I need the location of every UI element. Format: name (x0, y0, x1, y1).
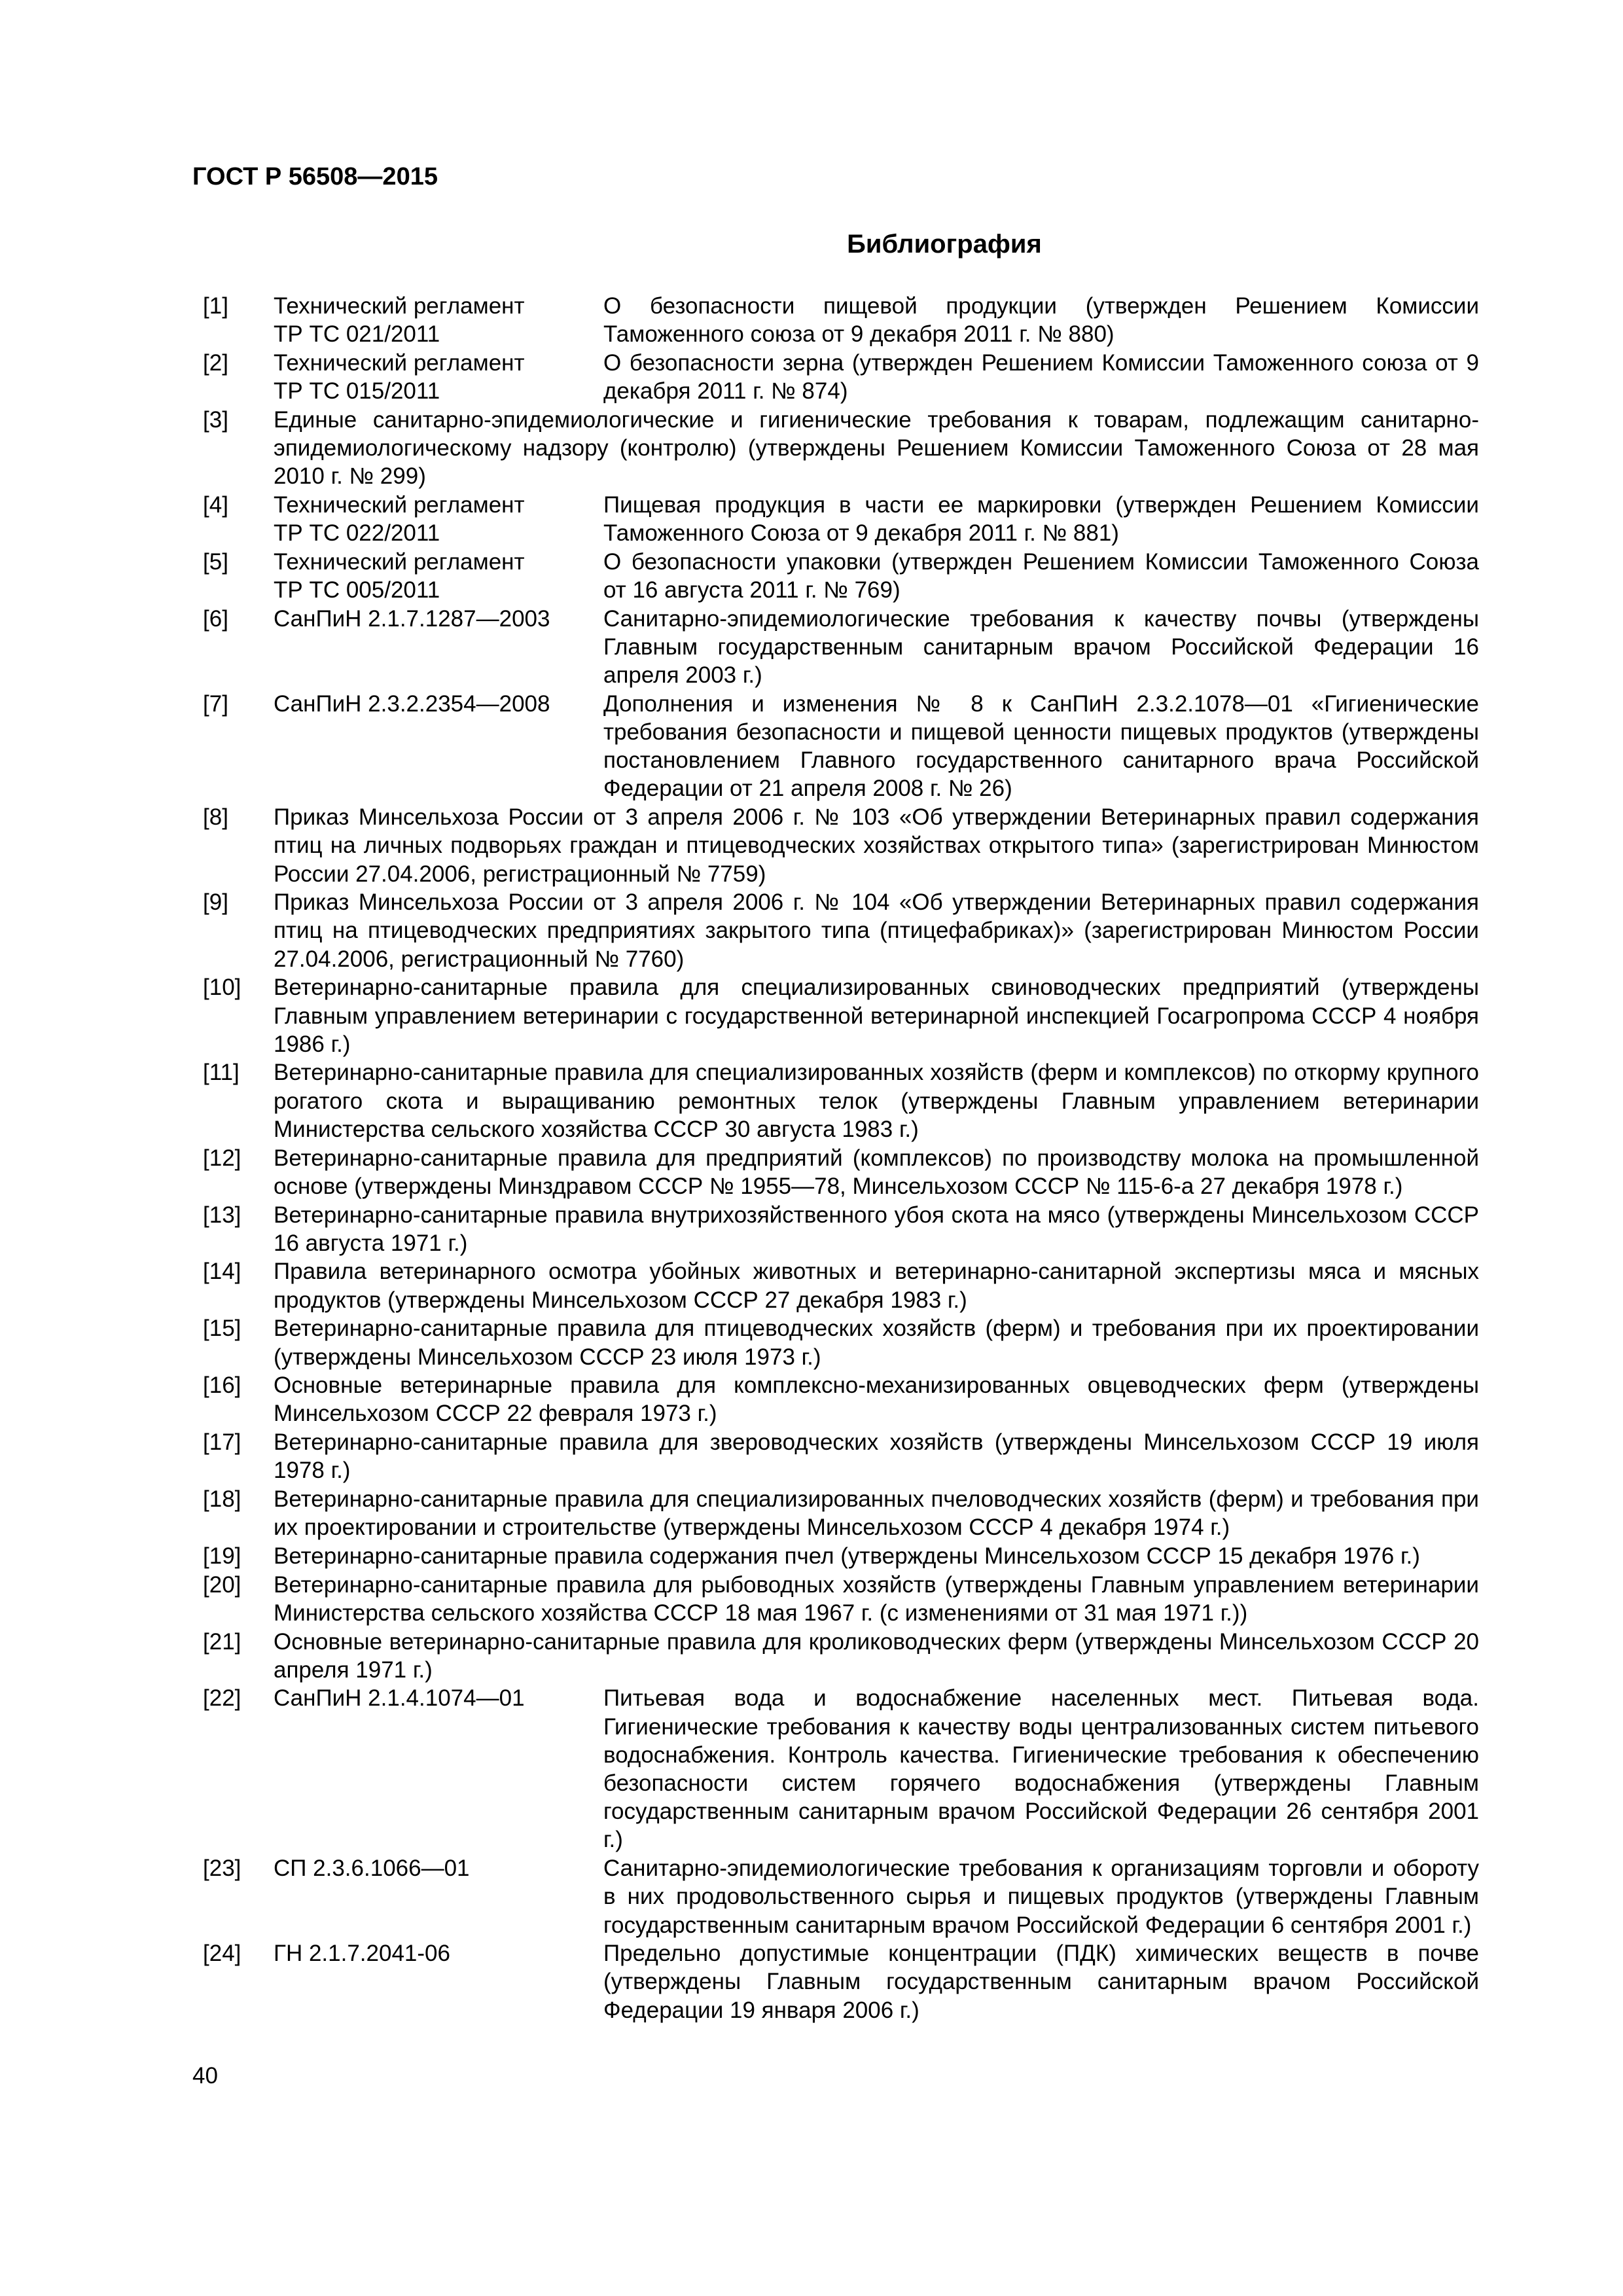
bibliography-entry (203, 605, 1479, 690)
entry-number: [12] (203, 1145, 241, 1171)
entry-name-line: Технический регламент (274, 492, 525, 518)
entry-document-name (274, 1684, 603, 1854)
entry-text: Ветеринарно-санитарные правила внутрихозяйственного убоя скота на мясо (утверждены Минсельхозом СССР 16 августа 1971 г.) (274, 1202, 1479, 1256)
bibliography-entry (203, 803, 1479, 888)
entry-text: Ветеринарно-санитарные правила для птицеводческих хозяйств (ферм) и требования при их проектировании (утверждены Минсельхозом СССР 23 июля 1973 г.) (274, 1316, 1479, 1370)
entry-text: Ветеринарно-санитарные правила для предприятий (комплексов) по производству молока на промышленной основе (утверждены Минздравом СССР № 1955—78, Минсельхозом СССР № 115-6-а 27 декабря 1978 г.) (274, 1145, 1479, 1199)
document-id: ГОСТ Р 56508—2015 (192, 163, 438, 190)
bibliography-entry (203, 1939, 1479, 2024)
entry-description: Санитарно-эпидемиологические требования к организациям торговли и обороту в них продовольственного сырья и пищевых продуктов (утверждены Главным государственным санитарным врачом Российской Федерации 6 сентября 2001 г.) (603, 1856, 1479, 1938)
bibliography-entry (203, 491, 1479, 547)
bibliography-entry (203, 1485, 1479, 1541)
entry-description: Питьевая вода и водоснабжение населенных мест. Питьевая вода. Гигиенические требования к качеству воды централизованных систем питьевого водоснабжения. Контроль качества. Гигиенические требования к обеспечению безопасности систем горячего водоснабжения (утверждены Главным государственным санитарным врачом Российской Федерации 26 сентября 2001 г.) (603, 1685, 1479, 1853)
entry-description: О безопасности упаковки (утвержден Решением Комиссии Таможенного Союза от 16 августа 2011 г. № 769) (603, 548, 1479, 603)
entry-name-line: СанПиН 2.1.7.1287—2003 (274, 605, 550, 632)
entry-number: [5] (203, 548, 228, 575)
entry-name-line: ТР ТС 015/2011 (274, 378, 440, 404)
entry-document-name (274, 491, 603, 547)
bibliography-entry (203, 1314, 1479, 1371)
entry-number: [2] (203, 350, 228, 376)
entry-name-line: ГН 2.1.7.2041-06 (274, 1941, 450, 1967)
bibliography-entry (203, 690, 1479, 803)
bibliography-entry (203, 1854, 1479, 1939)
bibliography-entry (203, 1257, 1479, 1314)
entry-text: Ветеринарно-санитарные правила содержания пчел (утверждены Минсельхозом СССР 15 декабря 1976 г.) (274, 1543, 1420, 1569)
entry-document-name (274, 605, 603, 690)
bibliography-entry (203, 1201, 1479, 1257)
page-number: 40 (192, 2063, 218, 2089)
entry-number: [21] (203, 1628, 241, 1655)
entry-name-line: ТР ТС 022/2011 (274, 520, 440, 547)
entry-number: [16] (203, 1372, 241, 1399)
entry-text: Ветеринарно-санитарные правила для специализированных хозяйств (ферм и комплексов) по откорму крупного рогатого скота и выращиванию ремонтных телок (утверждены Главным управлением ветеринарии Министерства сельского хозяйства СССР 30 августа 1983 г.) (274, 1060, 1479, 1142)
entry-number: [7] (203, 691, 228, 717)
bibliography-entry (203, 406, 1479, 491)
entry-text: Ветеринарно-санитарные правила для специализированных пчеловодческих хозяйств (ферм) и требования при их проектировании и строительстве (утверждены Минсельхозом СССР 4 декабря 1974 г.) (274, 1486, 1479, 1541)
entry-number: [3] (203, 406, 228, 433)
bibliography-list (203, 292, 1479, 2024)
entry-number: [1] (203, 293, 228, 319)
bibliography-entry (203, 973, 1479, 1058)
entry-name-line: СанПиН 2.3.2.2354—2008 (274, 691, 550, 717)
entry-text: Основные ветеринарно-санитарные правила для кролиководческих ферм (утверждены Минсельхозом СССР 20 апреля 1971 г.) (274, 1628, 1479, 1683)
entry-number: [23] (203, 1856, 241, 1882)
bibliography-entry (203, 1428, 1479, 1484)
entry-document-name (274, 1854, 603, 1939)
entry-document-name (274, 1939, 603, 2024)
entry-description: О безопасности зерна (утвержден Решением Комиссии Таможенного союза от 9 декабря 2011 г. № 874) (603, 350, 1479, 404)
entry-name-line: Технический регламент (274, 293, 525, 319)
entry-description: Дополнения и изменения № 8 к СанПиН 2.3.2.1078—01 «Гигиенические требования безопасности и пищевой ценности пищевых продуктов (утверждены постановлением Главного государственного санитарного врача Российской Федерации от 21 апреля 2008 г. № 26) (603, 691, 1479, 802)
entry-number: [6] (203, 605, 228, 632)
entry-number: [9] (203, 889, 228, 916)
entry-text: Приказ Минсельхоза России от 3 апреля 2006 г. № 103 «Об утверждении Ветеринарных правил содержания птиц на личных подворьях граждан и птицеводческих хозяйствах открытого типа» (зарегистрирован Минюстом России 27.04.2006, регистрационный № 7759) (274, 804, 1479, 887)
entry-text: Ветеринарно-санитарные правила для рыбоводных хозяйств (утверждены Главным управлением ветеринарии Министерства сельского хозяйства СССР 18 мая 1967 г. (с изменениями от 31 мая 1971 г.)) (274, 1571, 1479, 1626)
entry-number: [24] (203, 1941, 241, 1967)
bibliography-entry (203, 1571, 1479, 1627)
entry-name-line: ТР ТС 021/2011 (274, 321, 440, 348)
entry-number: [10] (203, 975, 241, 1001)
entry-number: [22] (203, 1685, 241, 1712)
entry-text: Правила ветеринарного осмотра убойных животных и ветеринарно-санитарной экспертизы мяса и мясных продуктов (утверждены Минсельхозом СССР 27 декабря 1983 г.) (274, 1259, 1479, 1313)
entry-document-name (274, 690, 603, 803)
bibliography-entry (203, 349, 1479, 405)
bibliography-entry (203, 888, 1479, 973)
entry-description: Предельно допустимые концентрации (ПДК) химических веществ в почве (утверждены Главным государственным санитарным врачом Российской Федерации 19 января 2006 г.) (603, 1941, 1479, 2023)
entry-name-line: Технический регламент (274, 350, 525, 376)
entry-description: Санитарно-эпидемиологические требования к качеству почвы (утверждены Главным государственным санитарным врачом Российской Федерации 16 апреля 2003 г.) (603, 605, 1479, 689)
entry-text: Основные ветеринарные правила для комплексно-механизированных овцеводческих ферм (утверждены Минсельхозом СССР 22 февраля 1973 г.) (274, 1372, 1479, 1427)
entry-text: Приказ Минсельхоза России от 3 апреля 2006 г. № 104 «Об утверждении Ветеринарных правил содержания птиц на птицеводческих предприятиях закрытого типа (птицефабриках)» (зарегистрирован Минюстом России 27.04.2006, регистрационный № 7760) (274, 889, 1479, 972)
entry-number: [11] (203, 1060, 240, 1086)
entry-number: [18] (203, 1486, 241, 1513)
bibliography-entry (203, 1684, 1479, 1854)
bibliography-entry (203, 1628, 1479, 1684)
section-title: Библиография (847, 230, 1042, 259)
entry-name-line: ТР ТС 005/2011 (274, 577, 440, 603)
entry-number: [15] (203, 1316, 241, 1342)
bibliography-entry (203, 1058, 1479, 1143)
bibliography-entry (203, 548, 1479, 604)
entry-description: О безопасности пищевой продукции (утвержден Решением Комиссии Таможенного союза от 9 декабря 2011 г. № 880) (603, 293, 1479, 348)
entry-document-name (274, 292, 603, 348)
entry-text: Единые санитарно-эпидемиологические и гигиенические требования к товарам, подлежащим санитарно-эпидемиологическому надзору (контролю) (утверждены Решением Комиссии Таможенного Союза от 28 мая 2010 г. № 299) (274, 406, 1479, 490)
entry-document-name (274, 349, 603, 405)
bibliography-entry (203, 1371, 1479, 1427)
bibliography-entry (203, 1542, 1479, 1570)
entry-number: [19] (203, 1543, 241, 1569)
entry-number: [17] (203, 1429, 241, 1456)
entry-name-line: СП 2.3.6.1066—01 (274, 1856, 470, 1882)
entry-text: Ветеринарно-санитарные правила для звероводческих хозяйств (утверждены Минсельхозом СССР 19 июля 1978 г.) (274, 1429, 1479, 1484)
entry-number: [20] (203, 1571, 241, 1598)
entry-name-line: СанПиН 2.1.4.1074—01 (274, 1685, 525, 1712)
bibliography-entry (203, 1144, 1479, 1200)
entry-text: Ветеринарно-санитарные правила для специализированных свиноводческих предприятий (утверждены Главным управлением ветеринарии с государственной ветеринарной инспекцией Госагропрома СССР 4 ноября 1986 г.) (274, 975, 1479, 1057)
entry-number: [8] (203, 804, 228, 831)
entry-number: [4] (203, 492, 228, 518)
entry-description: Пищевая продукция в части ее маркировки (утвержден Решением Комиссии Таможенного Союза от 9 декабря 2011 г. № 881) (603, 492, 1479, 547)
bibliography-entry (203, 292, 1479, 348)
entry-document-name (274, 548, 603, 604)
entry-number: [14] (203, 1259, 241, 1285)
entry-number: [13] (203, 1202, 241, 1228)
entry-name-line: Технический регламент (274, 548, 525, 575)
